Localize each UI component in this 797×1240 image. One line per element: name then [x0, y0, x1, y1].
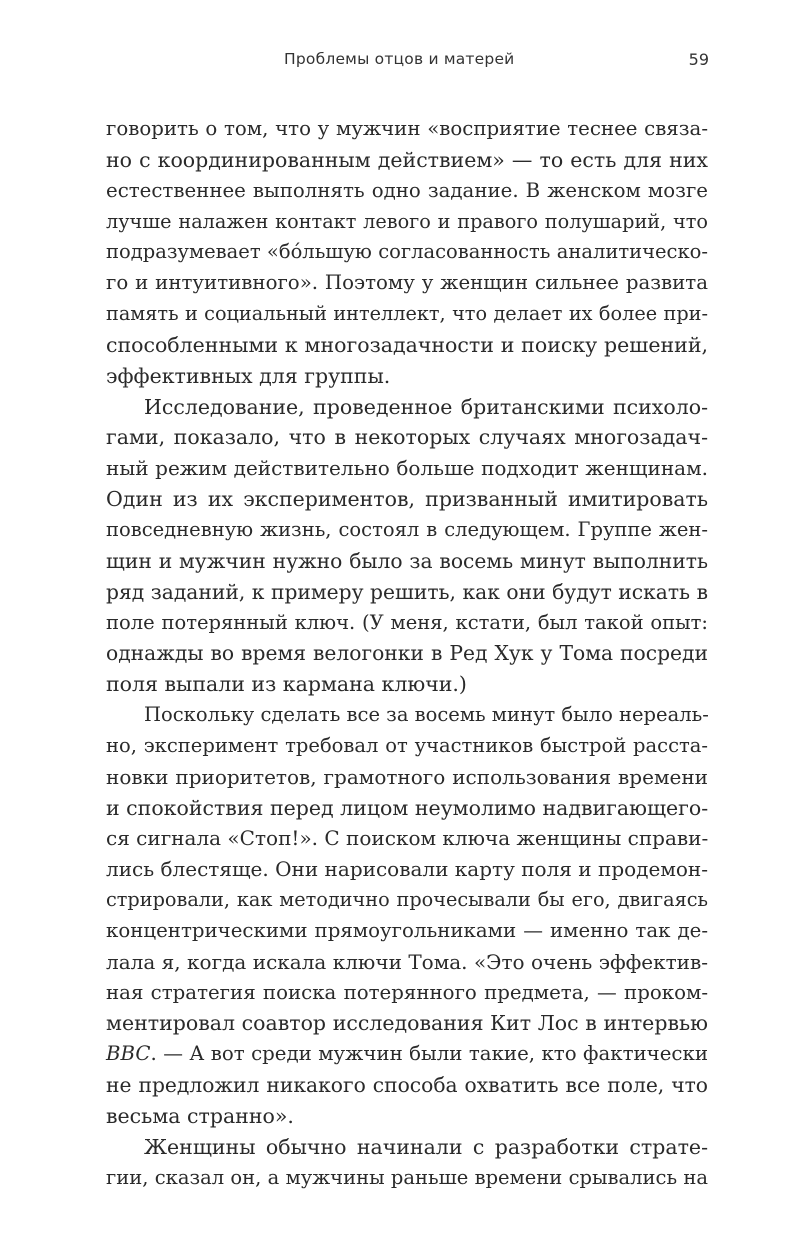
text-line: Исследование, проведенное британскими психоло-	[144, 394, 708, 419]
text-line: поле потерянный ключ. (У меня, кстати, был такой опыт:	[106, 610, 708, 634]
text-line: лала я, когда искала ключи Тома. «Это очень эффектив-	[106, 949, 708, 974]
paragraph-4	[106, 1132, 708, 1194]
text-line: Один из их экспериментов, призванный имитировать	[106, 487, 708, 512]
text-line: подразумевает «бо́льшую согласованность аналитическо-	[106, 240, 708, 264]
text-line: но с координированным действием» — то есть для них	[106, 147, 708, 172]
text-line: Поскольку сделать все за восемь минут было нереаль-	[144, 703, 709, 727]
text-line: концентрическими прямоугольниками — именно так де-	[106, 918, 708, 942]
text-line: естественнее выполнять одно задание. В женском мозге	[106, 178, 708, 202]
text-line: лучше налажен контакт левого и правого полушарий, что	[106, 209, 708, 233]
text-line: не предложил никакого способа охватить все поле, что	[106, 1073, 708, 1098]
paragraph-3	[106, 700, 708, 1132]
text-line: гии, сказал он, а мужчины раньше времени срывались на	[106, 1165, 708, 1189]
text-line: ся сигнала «Стоп!». С поиском ключа женщины справи-	[106, 826, 709, 851]
running-title: Проблемы отцов и матерей	[284, 50, 515, 68]
body-text	[106, 114, 708, 1194]
text-fragment: . — А вот среди мужчин были такие, кто фактически	[150, 1042, 708, 1066]
text-line: эффективных для группы.	[106, 363, 391, 388]
text-line: однажды во время велогонки в Ред Хук у Тома посреди	[106, 641, 708, 666]
text-line: способленными к многозадачности и поиску решений,	[106, 332, 708, 357]
text-line: щин и мужчин нужно было за восемь минут выполнить	[106, 548, 708, 573]
paragraph-1	[106, 114, 708, 392]
text-line: лись блестяще. Они нарисовали карту поля и продемон-	[106, 857, 708, 882]
text-line: говорить о том, что у мужчин «восприятие теснее связа-	[106, 117, 708, 140]
text-line: и спокойствия перед лицом неумолимо надвигающего-	[106, 795, 709, 820]
text-line: память и социальный интеллект, что делает их более при-	[106, 302, 708, 326]
text-line: ментировал соавтор исследования Кит Лос в интервью	[106, 1011, 708, 1036]
text-line: но, эксперимент требовал от участников быстрой расста-	[106, 733, 708, 757]
paragraph-2	[106, 392, 708, 700]
text-line: ная стратегия поиска потерянного предмета, — проком-	[106, 980, 708, 1004]
text-line: гами, показало, что в некоторых случаях многозадач-	[106, 425, 708, 450]
text-line: новки приоритетов, грамотного использования времени	[106, 764, 708, 789]
text-line: го и интуитивного». Поэтому у женщин сильнее развита	[106, 271, 708, 295]
page-number: 59	[688, 50, 709, 69]
text-line: повседневную жизнь, состоял в следующем. Группе жен-	[106, 517, 708, 541]
text-line: ряд заданий, к примеру решить, как они будут искать в	[106, 579, 708, 604]
text-line: Женщины обычно начинали с разработки страте-	[144, 1134, 708, 1159]
text-line: весьма странно».	[106, 1104, 294, 1128]
text-line	[106, 1039, 708, 1070]
text-line: поля выпали из кармана ключи.)	[106, 672, 467, 697]
text-line: стрировали, как методично прочесывали бы его, двигаясь	[106, 888, 708, 912]
text-line: ный режим действительно больше подходит женщинам.	[106, 456, 708, 481]
italic-abbreviation: BBC	[106, 1042, 151, 1066]
